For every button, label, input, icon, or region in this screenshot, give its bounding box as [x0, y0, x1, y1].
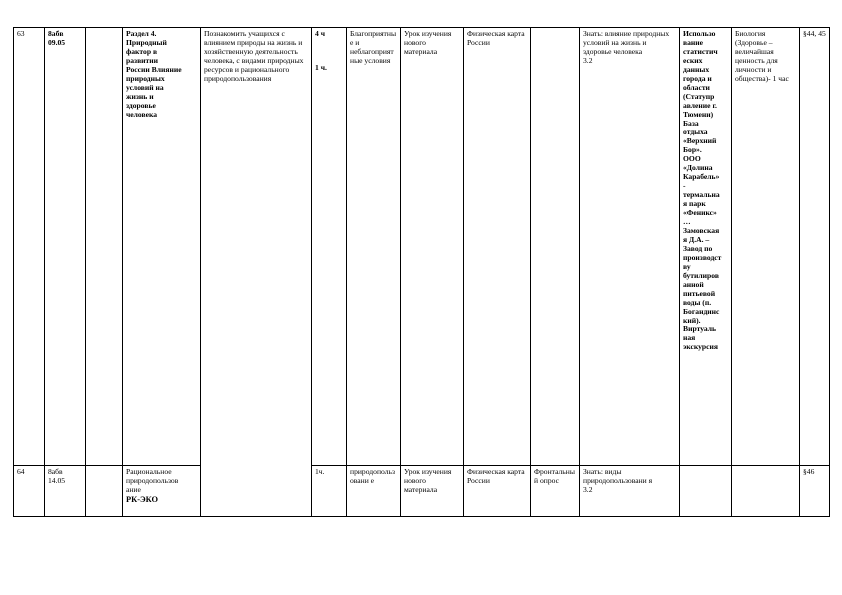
- section-topic: Рациональное природопользов ание РК-ЭКО: [123, 466, 201, 517]
- table-row: [14, 28, 830, 466]
- lesson-number: 63: [14, 28, 45, 466]
- section-content: Познакомить учащихся с влиянием природы на жизнь и хозяйственную деятельность человека, с видами природных ресурсов и рационального природопользования: [201, 28, 312, 517]
- section-topic: Раздел 4. Природный фактор в развитии России Влияние природных условий на жизнь и здоровье человека: [123, 28, 201, 466]
- homework-paragraph: §46: [800, 466, 830, 517]
- hours: 4 ч 1 ч.: [312, 28, 347, 466]
- class-date: 8абв 09.05: [45, 28, 86, 466]
- homework-paragraph: §44, 45: [800, 28, 830, 466]
- lesson-number: 64: [14, 466, 45, 517]
- lesson-type: Урок изучения нового материала: [401, 28, 464, 466]
- control-form: [531, 28, 580, 466]
- equipment: Физическая карта России: [464, 466, 531, 517]
- fact-date: [86, 466, 123, 517]
- lesson-plan-table: [13, 27, 830, 517]
- lesson-topic: природопользовани е: [347, 466, 401, 517]
- lesson-topic: Благоприятные и неблагоприятные условия: [347, 28, 401, 466]
- equipment: Физическая карта России: [464, 28, 531, 466]
- knowledge-requirements: Знать: влияние природных условий на жизнь и здоровье человека 3.2: [580, 28, 680, 466]
- regional-component: Использо вание статистич еских данных города и области (Статупр авление г. Тюмени) База отдыха «Верхний Бор». ООО «Долина Карабель» - термальна я парк «Феникс» … Замовская я Д.А. – Завод по производст ву бутилиров анной питьевой воды (п. Богандинс кий). Виртуаль ная экскурсия: [680, 28, 732, 466]
- class-date: 8абв 14.05: [45, 466, 86, 517]
- hours: 1ч.: [312, 466, 347, 517]
- control-form: Фронтальный опрос: [531, 466, 580, 517]
- integration: Биология (Здоровье – величайшая ценность для личности и общества)- 1 час: [732, 28, 800, 466]
- integration: [732, 466, 800, 517]
- table-row: [14, 466, 830, 517]
- lesson-type: Урок изучения нового материала: [401, 466, 464, 517]
- eco-regional-tag: РК-ЭКО: [126, 494, 159, 504]
- fact-date: [86, 28, 123, 466]
- regional-component: [680, 466, 732, 517]
- knowledge-requirements: Знать: виды природопользовани я 3.2: [580, 466, 680, 517]
